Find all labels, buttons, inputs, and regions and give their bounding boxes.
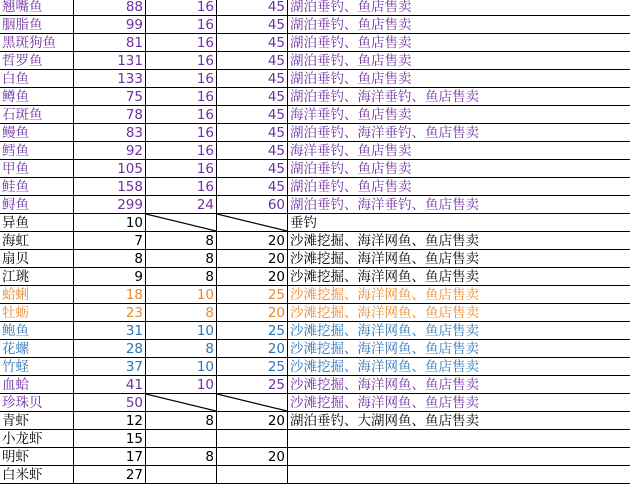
value-b-cell[interactable]: 16 (146, 160, 217, 178)
value-a-cell[interactable]: 10 (74, 214, 146, 232)
value-b-cell[interactable]: 16 (146, 178, 217, 196)
value-c-cell[interactable]: 20 (217, 304, 288, 322)
value-a-cell[interactable]: 105 (74, 160, 146, 178)
table-row (0, 304, 630, 322)
source-cell[interactable]: 海洋垂钓、鱼店售卖 (288, 142, 630, 160)
value-a-cell[interactable]: 9 (74, 268, 146, 286)
item-name-cell[interactable]: 明虾 (0, 448, 74, 466)
value-c-cell[interactable]: 25 (217, 358, 288, 376)
value-a-cell[interactable]: 7 (74, 232, 146, 250)
item-name-cell[interactable]: 白米虾 (0, 466, 74, 484)
item-name-cell[interactable]: 白鱼 (0, 70, 74, 88)
value-b-cell[interactable]: 8 (146, 250, 217, 268)
table-row (0, 430, 630, 448)
source-cell[interactable]: 沙滩挖掘、海洋网鱼、鱼店售卖 (288, 322, 630, 340)
value-c-cell[interactable]: 45 (217, 88, 288, 106)
diagonal-line (217, 214, 287, 231)
table-row (0, 124, 630, 142)
item-name-cell[interactable]: 翘嘴鱼 (0, 0, 74, 16)
value-c-cell[interactable]: 20 (217, 268, 288, 286)
item-name-cell[interactable]: 鲍鱼 (0, 322, 74, 340)
source-cell[interactable] (288, 430, 630, 448)
table-row (0, 376, 630, 394)
diagonal-line (146, 214, 216, 231)
table-row (0, 322, 630, 340)
value-a-cell[interactable]: 23 (74, 304, 146, 322)
item-name-cell[interactable]: 黑斑狗鱼 (0, 34, 74, 52)
item-name-cell[interactable]: 哲罗鱼 (0, 52, 74, 70)
value-c-cell[interactable]: 45 (217, 178, 288, 196)
source-cell[interactable]: 沙滩挖掘、海洋网鱼、鱼店售卖 (288, 304, 630, 322)
item-name-cell[interactable]: 花螺 (0, 340, 74, 358)
item-name-cell[interactable]: 胭脂鱼 (0, 16, 74, 34)
value-c-cell[interactable]: 20 (217, 448, 288, 466)
value-c-cell[interactable]: 45 (217, 52, 288, 70)
item-name-cell[interactable]: 小龙虾 (0, 430, 74, 448)
value-b-cell[interactable]: 8 (146, 304, 217, 322)
value-a-cell[interactable]: 15 (74, 430, 146, 448)
source-cell[interactable]: 湖泊垂钓、海洋垂钓、鱼店售卖 (288, 88, 630, 106)
value-a-cell[interactable]: 99 (74, 16, 146, 34)
table-row (0, 412, 630, 430)
source-cell[interactable]: 湖泊垂钓、海洋垂钓、鱼店售卖 (288, 196, 630, 214)
value-a-cell[interactable]: 133 (74, 70, 146, 88)
item-name-cell[interactable]: 江珧 (0, 268, 74, 286)
item-name-cell[interactable]: 蛤蜊 (0, 286, 74, 304)
source-cell[interactable] (288, 466, 630, 484)
table-row (0, 88, 630, 106)
value-a-cell[interactable]: 299 (74, 196, 146, 214)
table-row (0, 340, 630, 358)
value-a-cell[interactable]: 31 (74, 322, 146, 340)
value-b-cell[interactable]: 16 (146, 70, 217, 88)
table-row (0, 52, 630, 70)
source-cell[interactable]: 湖泊垂钓、鱼店售卖 (288, 16, 630, 34)
value-a-cell[interactable]: 12 (74, 412, 146, 430)
table-row (0, 214, 630, 232)
value-a-cell[interactable]: 83 (74, 124, 146, 142)
table-row (0, 358, 630, 376)
item-name-cell[interactable]: 海虹 (0, 232, 74, 250)
value-b-cell[interactable]: 10 (146, 322, 217, 340)
value-b-cell[interactable]: 16 (146, 142, 217, 160)
value-c-cell[interactable]: 45 (217, 160, 288, 178)
value-c-cell[interactable]: 20 (217, 340, 288, 358)
value-b-cell[interactable]: 16 (146, 34, 217, 52)
source-cell[interactable]: 沙滩挖掘、海洋网鱼、鱼店售卖 (288, 358, 630, 376)
value-b-cell[interactable] (146, 214, 217, 232)
value-c-cell[interactable] (217, 394, 288, 412)
source-cell[interactable] (288, 448, 630, 466)
value-c-cell[interactable]: 25 (217, 376, 288, 394)
table-row (0, 466, 630, 484)
source-cell[interactable]: 沙滩挖掘、海洋网鱼、鱼店售卖 (288, 250, 630, 268)
item-name-cell[interactable]: 鲟鱼 (0, 196, 74, 214)
value-b-cell[interactable]: 10 (146, 376, 217, 394)
source-cell[interactable]: 湖泊垂钓、鱼店售卖 (288, 160, 630, 178)
value-c-cell[interactable]: 45 (217, 142, 288, 160)
value-a-cell[interactable]: 88 (74, 0, 146, 16)
value-b-cell[interactable]: 16 (146, 16, 217, 34)
source-cell[interactable]: 湖泊垂钓、鱼店售卖 (288, 52, 630, 70)
source-cell[interactable]: 沙滩挖掘、海洋网鱼、鱼店售卖 (288, 232, 630, 250)
table-row (0, 286, 630, 304)
value-a-cell[interactable]: 75 (74, 88, 146, 106)
value-a-cell[interactable]: 27 (74, 466, 146, 484)
value-b-cell[interactable]: 8 (146, 412, 217, 430)
item-name-cell[interactable]: 鳗鱼 (0, 124, 74, 142)
table-row (0, 178, 630, 196)
value-a-cell[interactable]: 41 (74, 376, 146, 394)
value-b-cell[interactable]: 10 (146, 286, 217, 304)
value-a-cell[interactable]: 18 (74, 286, 146, 304)
value-b-cell[interactable]: 16 (146, 0, 217, 16)
value-b-cell[interactable] (146, 430, 217, 448)
value-c-cell[interactable]: 45 (217, 16, 288, 34)
diagonal-line (217, 394, 287, 411)
item-name-cell[interactable]: 鳟鱼 (0, 88, 74, 106)
value-a-cell[interactable]: 28 (74, 340, 146, 358)
value-a-cell[interactable]: 17 (74, 448, 146, 466)
table-row (0, 448, 630, 466)
value-b-cell[interactable]: 10 (146, 358, 217, 376)
item-name-cell[interactable]: 扇贝 (0, 250, 74, 268)
value-a-cell[interactable]: 158 (74, 178, 146, 196)
source-cell[interactable]: 湖泊垂钓、鱼店售卖 (288, 178, 630, 196)
table-row (0, 232, 630, 250)
source-cell[interactable]: 湖泊垂钓、大湖网鱼、鱼店售卖 (288, 412, 630, 430)
value-b-cell[interactable]: 16 (146, 52, 217, 70)
value-a-cell[interactable]: 81 (74, 34, 146, 52)
source-cell[interactable]: 湖泊垂钓、鱼店售卖 (288, 70, 630, 88)
item-name-cell[interactable]: 石斑鱼 (0, 106, 74, 124)
item-name-cell[interactable]: 鲑鱼 (0, 178, 74, 196)
value-c-cell[interactable]: 20 (217, 232, 288, 250)
source-cell[interactable]: 沙滩挖掘、海洋网鱼、鱼店售卖 (288, 286, 630, 304)
value-a-cell[interactable]: 50 (74, 394, 146, 412)
source-cell[interactable]: 海洋垂钓、鱼店售卖 (288, 106, 630, 124)
value-a-cell[interactable]: 131 (74, 52, 146, 70)
source-cell[interactable]: 垂钓 (288, 214, 630, 232)
table-row (0, 70, 630, 88)
value-a-cell[interactable]: 92 (74, 142, 146, 160)
item-name-cell[interactable]: 牡蛎 (0, 304, 74, 322)
value-b-cell[interactable]: 16 (146, 88, 217, 106)
value-c-cell[interactable]: 45 (217, 34, 288, 52)
value-b-cell[interactable] (146, 466, 217, 484)
value-c-cell[interactable] (217, 430, 288, 448)
value-b-cell[interactable]: 16 (146, 124, 217, 142)
item-name-cell[interactable]: 青虾 (0, 412, 74, 430)
value-c-cell[interactable]: 25 (217, 286, 288, 304)
value-a-cell[interactable]: 8 (74, 250, 146, 268)
table-row (0, 34, 630, 52)
table-row (0, 394, 630, 412)
value-b-cell[interactable]: 8 (146, 232, 217, 250)
value-c-cell[interactable]: 20 (217, 412, 288, 430)
item-name-cell[interactable]: 甲鱼 (0, 160, 74, 178)
value-c-cell[interactable]: 25 (217, 322, 288, 340)
table-row (0, 0, 630, 16)
value-b-cell[interactable]: 8 (146, 268, 217, 286)
value-c-cell[interactable]: 60 (217, 196, 288, 214)
table-row (0, 196, 630, 214)
value-c-cell[interactable] (217, 214, 288, 232)
value-b-cell[interactable] (146, 394, 217, 412)
value-c-cell[interactable]: 45 (217, 106, 288, 124)
value-b-cell[interactable]: 16 (146, 106, 217, 124)
value-c-cell[interactable]: 45 (217, 70, 288, 88)
diagonal-line (146, 394, 216, 411)
source-cell[interactable]: 沙滩挖掘、海洋网鱼、鱼店售卖 (288, 268, 630, 286)
table-row (0, 142, 630, 160)
source-cell[interactable]: 湖泊垂钓、海洋垂钓、鱼店售卖 (288, 124, 630, 142)
table-row (0, 250, 630, 268)
value-c-cell[interactable]: 45 (217, 0, 288, 16)
item-name-cell[interactable]: 血蛤 (0, 376, 74, 394)
item-name-cell[interactable]: 珍珠贝 (0, 394, 74, 412)
value-a-cell[interactable]: 78 (74, 106, 146, 124)
table-row (0, 106, 630, 124)
value-c-cell[interactable]: 20 (217, 250, 288, 268)
source-cell[interactable]: 湖泊垂钓、鱼店售卖 (288, 0, 630, 16)
value-b-cell[interactable]: 8 (146, 448, 217, 466)
value-b-cell[interactable]: 8 (146, 340, 217, 358)
table-row (0, 16, 630, 34)
item-name-cell[interactable]: 竹蛏 (0, 358, 74, 376)
item-name-cell[interactable]: 异鱼 (0, 214, 74, 232)
value-a-cell[interactable]: 37 (74, 358, 146, 376)
value-c-cell[interactable] (217, 466, 288, 484)
item-name-cell[interactable]: 鳕鱼 (0, 142, 74, 160)
source-cell[interactable]: 沙滩挖掘、海洋网鱼、鱼店售卖 (288, 340, 630, 358)
value-b-cell[interactable]: 24 (146, 196, 217, 214)
source-cell[interactable]: 沙滩挖掘、海洋网鱼、鱼店售卖 (288, 394, 630, 412)
table-row (0, 160, 630, 178)
source-cell[interactable]: 沙滩挖掘、海洋网鱼、鱼店售卖 (288, 376, 630, 394)
table-row (0, 268, 630, 286)
value-c-cell[interactable]: 45 (217, 124, 288, 142)
source-cell[interactable]: 湖泊垂钓、鱼店售卖 (288, 34, 630, 52)
